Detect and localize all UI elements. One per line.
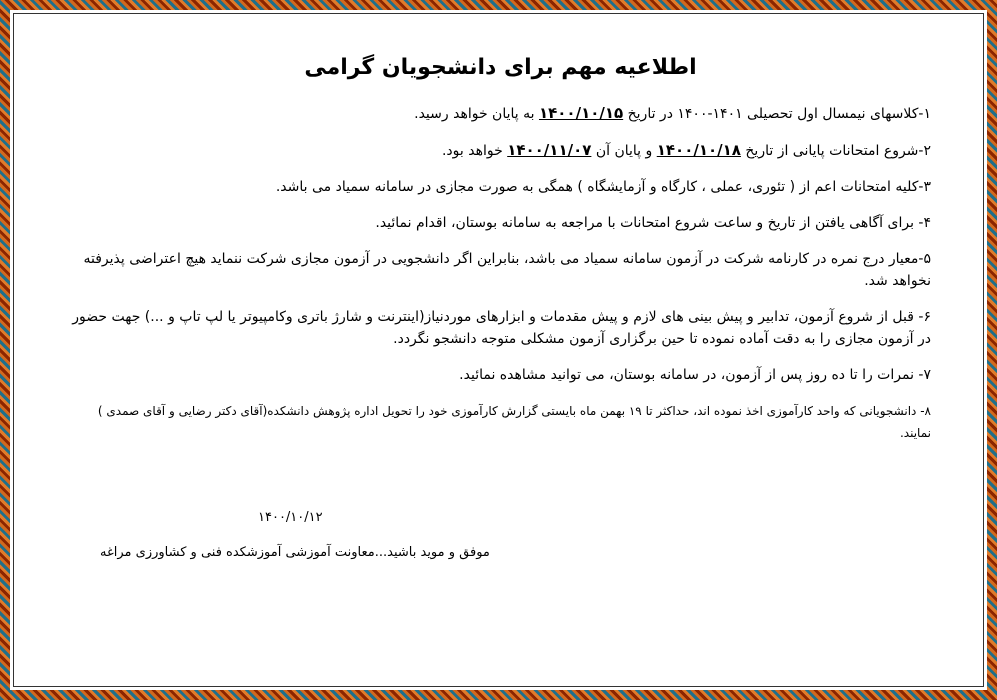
item-2-text-after: خواهد بود.: [441, 143, 503, 159]
notice-body: [70, 55, 931, 458]
notice-item-4: ۴- برای آگاهی یافتن از تاریخ و ساعت شروع امتحانات با مراجعه به سامانه بوستان، اقدام نمائید.: [375, 215, 931, 231]
item-2-end-date: ۱۴۰۰/۱۱/۰۷: [507, 141, 592, 159]
notice-item-8: ۸- دانشجویانی که واحد کارآموزی اخذ نموده اند، حداکثر تا ۱۹ بهمن ماه بایستی گزارش کارآموزی خود را تحویل اداره پژوهش دانشکده(آقای دکتر رضایی و آقای صمدی ) نمایند.: [97, 404, 931, 440]
notice-item-1: [70, 102, 931, 125]
item-2-start-date: ۱۴۰۰/۱۰/۱۸: [656, 141, 741, 159]
notice-date: ۱۴۰۰/۱۰/۱۲: [258, 510, 323, 525]
notice-title: اطلاعیه مهم برای دانشجویان گرامی: [304, 55, 697, 80]
notice-item-7: ۷- نمرات را تا ده روز پس از آزمون، در سامانه بوستان، می توانید مشاهده نمائید.: [459, 367, 931, 383]
notice-item-3: ۳-کلیه امتحانات اعم از ( تئوری، عملی ، کارگاه و آزمایشگاه ) همگی به صورت مجازی در سامانه سمیاد می باشد.: [275, 179, 931, 195]
notice-item-5: ۵-معیار درج نمره در کارنامه شرکت در آزمون سامانه سمیاد می باشد، بنابراین اگر دانشجویی در آزمون مجازی شرکت ننماید هیچ اعتراضی پذیرفته نخواهد شد.: [83, 251, 931, 289]
item-1-text-after: به پایان خواهد رسید.: [414, 106, 535, 122]
notice-item-2: [70, 139, 931, 162]
notice-item-6: ۶- قبل از شروع آزمون، تدابیر و پیش بینی های لازم و پیش مقدمات و ابزارهای موردنیاز(اینترنت و شارژ باتری وکامپیوتر یا لپ تاپ و ...) جهت حضور در آزمون مجازی را به دقت آماده نموده تا حین برگزاری آزمون مشکلی متوجه دانشجو نگردد.: [72, 309, 931, 347]
item-1-end-date: ۱۴۰۰/۱۰/۱۵: [538, 104, 624, 122]
item-1-text-before: ۱-کلاسهای نیمسال اول تحصیلی ۱۴۰۱-۱۴۰۰ در تاریخ: [627, 106, 931, 122]
item-2-text-before: ۲-شروع امتحانات پایانی از تاریخ: [745, 143, 931, 159]
item-2-text-middle: و پایان آن: [595, 143, 653, 159]
notice-signature: موفق و موید باشید...معاونت آموزشی آموزشکده فنی و کشاورزی مراغه: [100, 545, 490, 560]
